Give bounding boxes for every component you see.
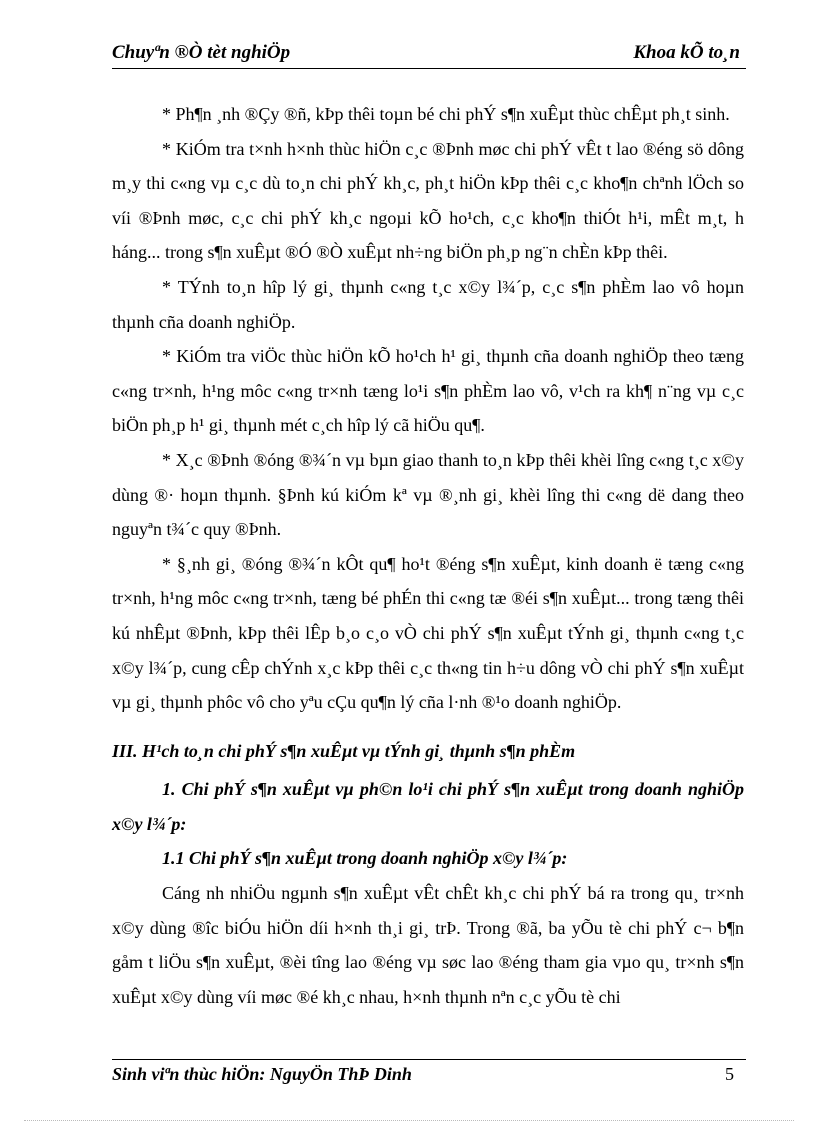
- page-footer: [112, 1059, 746, 1090]
- header-document-title: Chuyªn ®Ò tèt nghiÖp: [112, 42, 291, 63]
- page-body: [112, 97, 744, 1014]
- body-paragraph: * Ph¶n ¸nh ®Çy ®ñ, kÞp thêi toµn bé chi phÝ s¶n xuÊµt thùc chÊµt ph¸t sinh.: [162, 104, 730, 124]
- header-faculty-name: Khoa kÕ to¸n: [633, 42, 740, 63]
- body-paragraph: * TÝnh to¸n hîp lý gi¸ thµnh c«ng t¸c x©y l¾´p, c¸c s¶n phÈm lao vô hoµn thµnh cña doanh nghiÖp.: [112, 276, 744, 332]
- body-paragraph: * §¸nh gi¸ ®óng ®¾´n kÔt qu¶ ho¹t ®éng s¶n xuÊµt, kinh doanh ë tæng c«ng tr×nh, h¹ng môc c«ng tr×nh, tæng bé phÉn thi c«ng tæ ®éi s¶n xuÊµt... trong tæng thêi kú nhÊµt ®Þnh, kÞp thêi lÊp b¸o c¸o vÒ chi phÝ s¶n xuÊµt tÝnh gi¸ thµnh c«ng t¸c x©y l¾´p, cung cÊp chÝnh x¸c kÞp thêi c¸c th«ng tin h÷u dông vÒ chi phÝ s¶n xuÊµt vµ gi¸ thµnh phôc vô cho yªu cÇu qu¶n lý cña l·nh ®¹o doanh nghiÖp.: [112, 553, 744, 713]
- page-header: [112, 38, 746, 69]
- subsubsection-heading: 1.1 Chi phÝ s¶n xuÊµt trong doanh nghiÖp x©y l¾´p:: [162, 848, 568, 869]
- subsection-heading: 1. Chi phÝ s¶n xuÊµt vµ ph©n lo¹i chi phÝ s¶n xuÊµt trong doanh nghiÖp x©y l¾´p:: [112, 779, 744, 834]
- footer-author: Sinh viªn thùc hiÖn: NguyÖn ThÞ Dinh: [112, 1064, 412, 1084]
- body-paragraph: * KiÓm tra t×nh h×nh thùc hiÖn c¸c ®Þnh møc chi phÝ vÊt t lao ®éng sö dông m¸y thi c«ng vµ c¸c dù to¸n chi phÝ kh¸c, ph¸t hiÖn kÞp thêi c¸c kho¶n chªnh lÖch so víi ®Þnh møc, c¸c chi phÝ kh¸c ngoµi kÕ ho¹ch, c¸c kho¶n thiÓt h¹i, mÊt m¸t, h háng... trong s¶n xuÊµt ®Ó ®Ò xuÊµt nh÷ng biÖn ph¸p ng¨n chÈn kÞp thêi.: [112, 138, 744, 263]
- page-edge-divider: [24, 1120, 794, 1121]
- body-paragraph: * X¸c ®Þnh ®óng ®¾´n vµ bµn giao thanh to¸n kÞp thêi khèi lîng c«ng t¸c x©y dùng ®· hoµn thµnh. §Þnh kú kiÓm kª vµ ®¸nh gi¸ khèi lîng thi c«ng dë dang theo nguyªn t¾´c quy ®Þnh.: [112, 449, 744, 540]
- body-paragraph: Cáng nh nhiÖu ngµnh s¶n xuÊµt vÊt chÊt kh¸c chi phÝ bá ra trong qu¸ tr×nh x©y dùng ®îc biÓu hiÖn díi h×nh th¸i gi¸ trÞ. Trong ®ã, ba yÕu tè chi phÝ c¬ b¶n gåm t liÖu s¶n xuÊµt, ®èi tîng lao ®éng vµ søc lao ®éng tham gia vµo qu¸ tr×nh s¶n xuÊµt x©y dùng víi møc ®é kh¸c nhau, h×nh thµnh nªn c¸c yÕu tè chi: [112, 883, 744, 1007]
- body-paragraph: * KiÓm tra viÖc thùc hiÖn kÕ ho¹ch h¹ gi¸ thµnh cña doanh nghiÖp theo tæng c«ng tr×nh, h¹ng môc c«ng tr×nh tæng lo¹i s¶n phÈm lao vô, v¹ch ra kh¶ n¨ng vµ c¸c biÖn ph¸p h¹ gi¸ thµnh mét c¸ch hîp lý cã hiÖu qu¶.: [112, 346, 744, 436]
- page-number: 5: [725, 1064, 734, 1084]
- section-heading: III. H¹ch to¸n chi phÝ s¶n xuÊµt vµ tÝnh gi¸ thµnh s¶n phÈm: [112, 740, 576, 761]
